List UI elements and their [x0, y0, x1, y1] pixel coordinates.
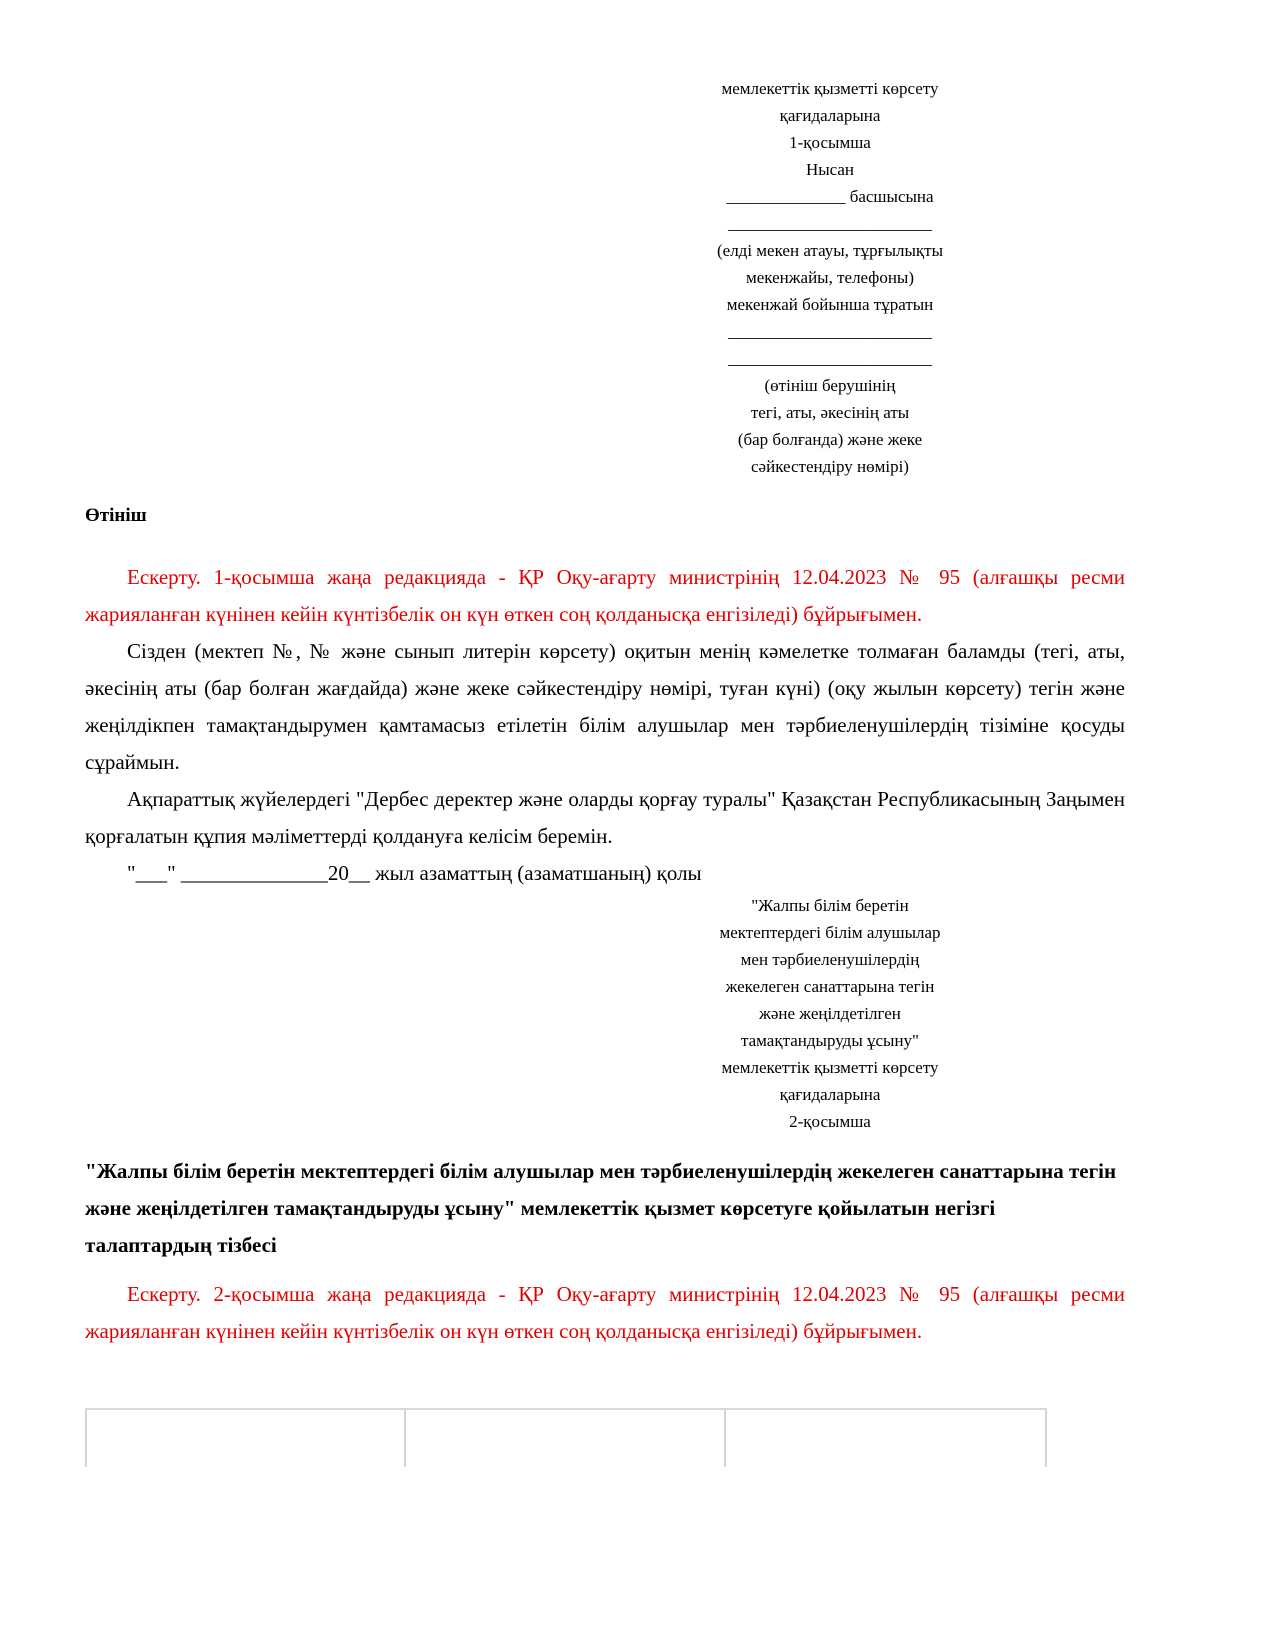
text-line: "Жалпы білім беретін [751, 896, 909, 915]
text-line: мектептердегі білім алушылар [719, 923, 941, 942]
text-line: 2-қосымша [789, 1112, 871, 1131]
text-line: тегі, аты, әкесінің аты [750, 403, 910, 422]
text-line: ________________________ [728, 349, 932, 368]
appendix2-header [650, 892, 1010, 1135]
text-line: қағидаларына [779, 1085, 881, 1104]
text-line: ________________________ [728, 214, 932, 233]
consent-paragraph: Ақпараттық жүйелердегі "Дербес деректер және оларды қорғау туралы" Қазақстан Республикасының Заңымен қорғалатын құпия мәліметтерді қолдануға келісім беремін. [85, 787, 1125, 848]
text-line: (өтініш берушінің [764, 376, 896, 395]
appendix1-header [650, 75, 1010, 480]
application-title: Өтініш [85, 505, 147, 526]
requirements-heading: "Жалпы білім беретін мектептердегі білім алушылар мен тәрбиеленушілердің жекелеген санаттарына тегін және жеңілдетілген тамақтандыруды ұсыну" мемлекеттік қызмет көрсетуге қойылатын негізгі талаптардың тізбесі [85, 1159, 1117, 1257]
text-line: жекелеген санаттарына тегін [725, 977, 935, 996]
amendment-note-1: Ескерту. 1-қосымша жаңа редакцияда - ҚР Оқу-ағарту министрінің 12.04.2023 № 95 (алғашқы ресми жарияланған күнінен кейін күнтізбелік он күн өткен соң қолданысқа енгізіледі) бұйрығымен. [85, 565, 1125, 626]
text-line: мекенжайы, телефоны) [746, 268, 914, 287]
text-line: (бар болғанда) және жеке [737, 430, 923, 449]
request-paragraph: Сізден (мектеп №, № және сынып литерін көрсету) оқитын менің кәмелетке толмаған баламды (тегі, аты, әкесінің аты (бар болған жағдайда) және жеке сәйкестендіру нөмірі, туған күні) (оқу жылын көрсету) тегін және жеңілдікпен тамақтандырумен қамтамасыз етілетін білім алушылар мен тәрбиеленушілердің тізіміне қосуды сұраймын. [85, 639, 1125, 774]
text-line: және жеңілдетілген [759, 1004, 901, 1023]
text-line: 1-қосымша [789, 133, 871, 152]
requirements-table [85, 1408, 1047, 1467]
amendment-note-2: Ескерту. 2-қосымша жаңа редакцияда - ҚР Оқу-ағарту министрінің 12.04.2023 № 95 (алғашқы ресми жарияланған күнінен кейін күнтізбелік он күн өткен соң қолданысқа енгізіледі) бұйрығымен. [85, 1282, 1125, 1343]
text-line: ______________ басшысына [726, 187, 934, 206]
text-line: мемлекеттік қызметті көрсету [721, 1058, 939, 1077]
text-line: Нысан [805, 160, 855, 179]
text-line: мекенжай бойынша тұратын [726, 295, 934, 314]
text-line: мен тәрбиеленушілердің [740, 950, 920, 969]
table-cell [406, 1410, 727, 1467]
table-cell [85, 1410, 406, 1467]
text-line: (елді мекен атауы, тұрғылықты [716, 241, 944, 260]
text-line: сәйкестендіру нөмірі) [751, 457, 909, 476]
text-line: мемлекеттік қызметті көрсету [721, 79, 939, 98]
text-line: тамақтандыруды ұсыну" [740, 1031, 919, 1050]
signature-line: "___" ______________20__ жыл азаматтың (азаматшаның) қолы [127, 861, 702, 885]
table-cell [726, 1410, 1047, 1467]
text-line: ________________________ [728, 322, 932, 341]
text-line: қағидаларына [779, 106, 881, 125]
